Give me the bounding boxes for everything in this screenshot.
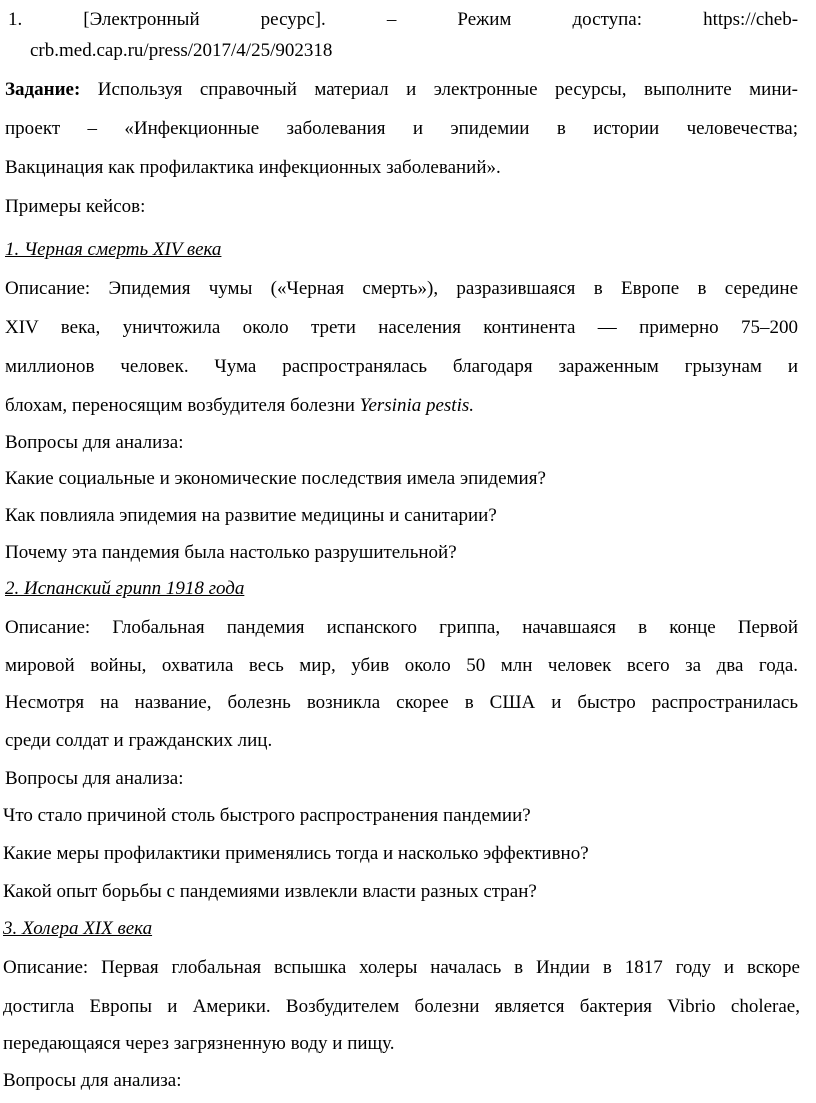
- examples-heading: Примеры кейсов:: [5, 196, 146, 217]
- case1-pathogen: Yersinia pestis.: [359, 395, 475, 416]
- reference-url-part2[interactable]: crb.med.cap.ru/press/2017/4/25/902318: [30, 40, 333, 61]
- case2-desc-line: мировой войны, охватила весь мир, убив около 50 млн человек всего за два года.: [5, 655, 798, 676]
- case1-title: 1. Черная смерть XIV века: [5, 239, 222, 260]
- case2-desc-line: Описание: Глобальная пандемия испанского гриппа, начавшаяся в конце Первой: [5, 617, 798, 638]
- task-label: Задание:: [5, 79, 81, 100]
- case1-desc-line: миллионов человек. Чума распространялась благодаря зараженным грызунам и: [5, 356, 798, 377]
- case1-question: Какие социальные и экономические последствия имела эпидемия?: [5, 468, 546, 489]
- task-line-2: проект – «Инфекционные заболевания и эпидемии в истории человечества;: [5, 118, 798, 139]
- case3-desc-line: достигла Европы и Америки. Возбудителем болезни является бактерия Vibrio cholerae,: [3, 996, 800, 1017]
- task-text-1: Используя справочный материал и электронные ресурсы, выполните мини-: [97, 79, 799, 100]
- case1-desc-line: XIV века, уничтожила около трети населения континента — примерно 75–200: [5, 317, 798, 338]
- case3-desc-line: передающаяся через загрязненную воду и пищу.: [3, 1033, 395, 1054]
- case1-question: Почему эта пандемия была настолько разрушительной?: [5, 542, 457, 563]
- case2-question: Какие меры профилактики применялись тогда и насколько эффективно?: [3, 843, 589, 864]
- case3-desc-line: Описание: Первая глобальная вспышка холеры началась в Индии в 1817 году и вскоре: [3, 957, 800, 978]
- case1-desc-last-line: [5, 393, 798, 419]
- reference-access: доступа:: [572, 9, 643, 30]
- case2-title: 2. Испанский грипп 1918 года: [5, 578, 245, 599]
- task-line-3: Вакцинация как профилактика инфекционных заболеваний».: [5, 157, 501, 178]
- reference-mode: Режим: [457, 9, 512, 30]
- reference-line-1: [8, 7, 798, 33]
- case1-desc-line: Описание: Эпидемия чумы («Черная смерть»), разразившаяся в Европе в середине: [5, 278, 798, 299]
- case2-question: Что стало причиной столь быстрого распространения пандемии?: [3, 805, 531, 826]
- reference-dash: –: [386, 9, 397, 30]
- reference-label: [Электронный: [83, 9, 200, 30]
- case2-desc-line: Несмотря на название, болезнь возникла скорее в США и быстро распространилась: [5, 692, 798, 713]
- reference-url-part1[interactable]: https://cheb-: [703, 9, 799, 30]
- case2-question: Какой опыт борьбы с пандемиями извлекли власти разных стран?: [3, 881, 537, 902]
- reference-number: 1.: [8, 9, 23, 30]
- reference-word: ресурс].: [260, 9, 326, 30]
- case1-questions-label: Вопросы для анализа:: [5, 432, 184, 453]
- case3-title: 3. Холера XIX века: [3, 918, 153, 939]
- case3-questions-label: Вопросы для анализа:: [3, 1070, 182, 1091]
- case1-desc-last: блохам, переносящим возбудителя болезни: [5, 395, 355, 416]
- case2-questions-label: Вопросы для анализа:: [5, 768, 184, 789]
- case2-desc-line: среди солдат и гражданских лиц.: [5, 730, 273, 751]
- case1-question: Как повлияла эпидемия на развитие медицины и санитарии?: [5, 505, 497, 526]
- task-line-1: [5, 77, 798, 103]
